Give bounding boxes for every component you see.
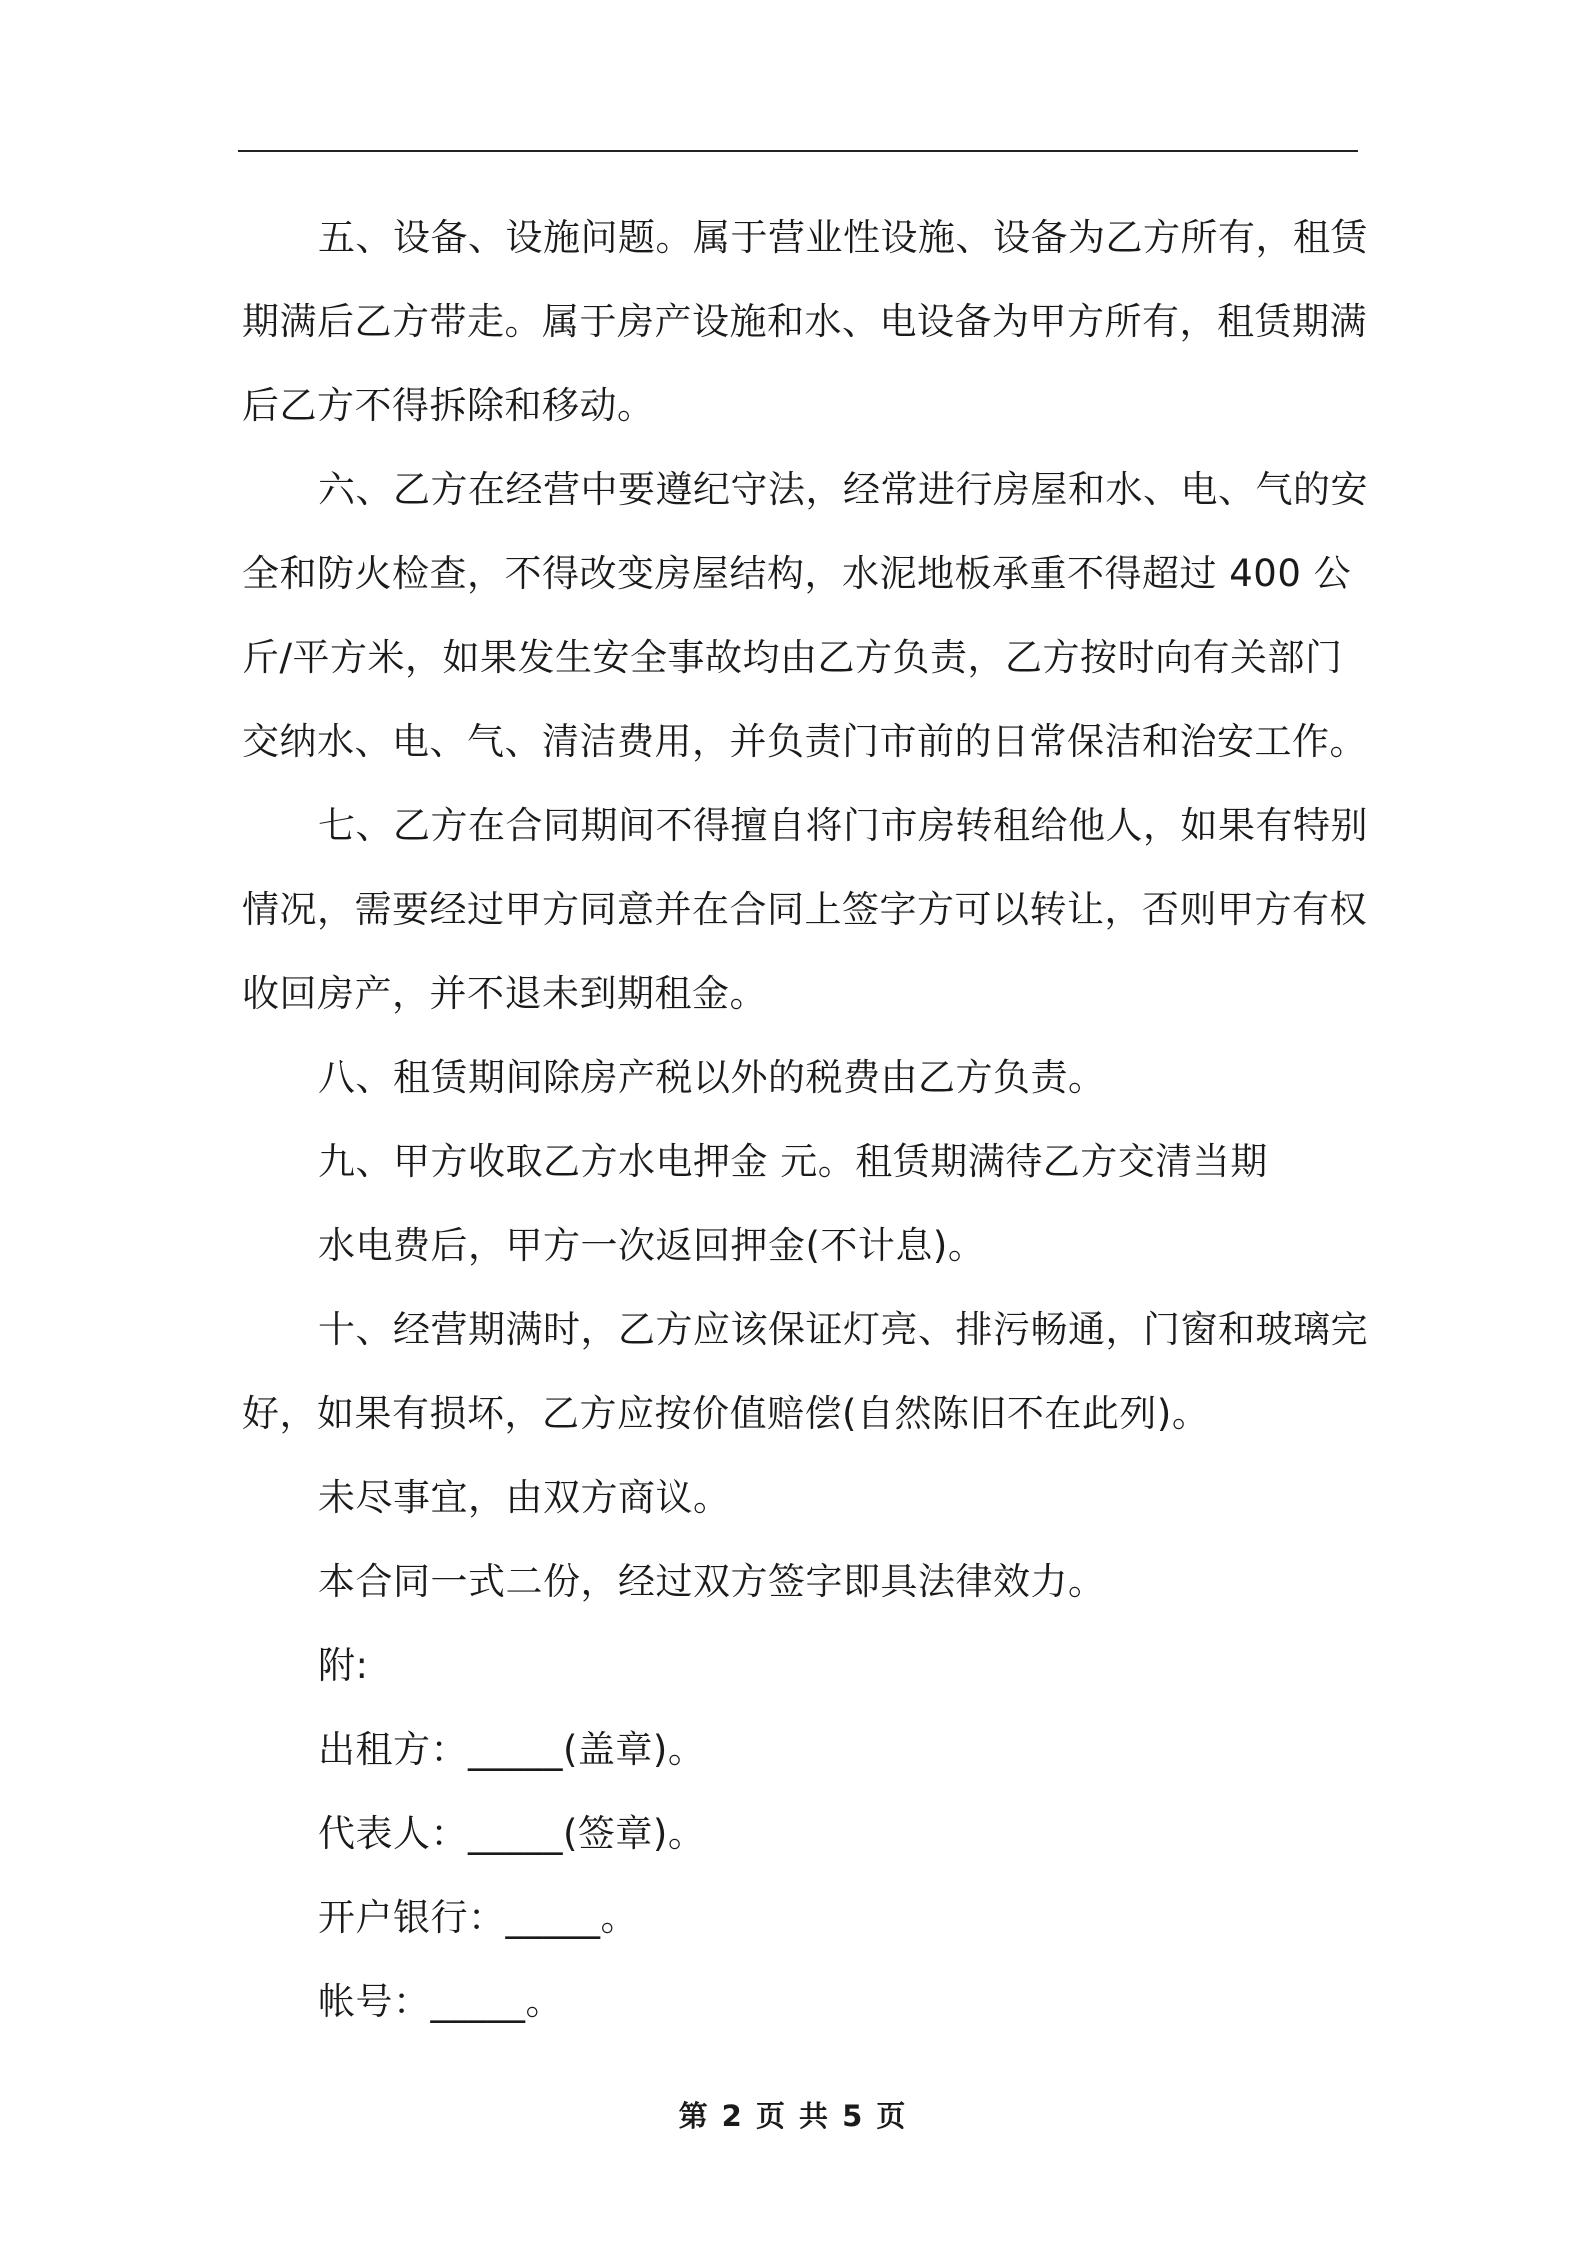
- clause-5-line-2: 期满后乙方带走。属于房产设施和水、电设备为甲方所有，租赁期满: [242, 300, 1367, 343]
- clause-6-line-3: 斤/平方米，如果发生安全事故均由乙方负责，乙方按时向有关部门: [242, 636, 1343, 679]
- contract-body: [242, 196, 1368, 2044]
- clause-6-line-4: 交纳水、电、气、清洁费用，并负责门市前的日常保洁和治安工作。: [242, 720, 1367, 763]
- clause-8-line-1: 八、租赁期间除房产税以外的税费由乙方负责。: [318, 1056, 1106, 1099]
- clause-9-line-1: 九、甲方收取乙方水电押金 元。租赁期满待乙方交清当期: [318, 1140, 1268, 1183]
- appendix-label: 附:: [318, 1644, 369, 1687]
- bank-field: 开户银行：_____。: [318, 1896, 638, 1939]
- clause-10-line-1: 十、经营期满时，乙方应该保证灯亮、排污畅通，门窗和玻璃完: [318, 1308, 1368, 1351]
- clause-5-line-1: 五、设备、设施问题。属于营业性设施、设备为乙方所有，租赁: [318, 216, 1368, 259]
- clause-7-line-2: 情况，需要经过甲方同意并在合同上签字方可以转让，否则甲方有权: [242, 888, 1367, 931]
- clause-7-line-1: 七、乙方在合同期间不得擅自将门市房转租给他人，如果有特别: [318, 804, 1368, 847]
- clause-5-line-3: 后乙方不得拆除和移动。: [242, 384, 655, 427]
- lessor-signature-field: 出租方：_____(盖章)。: [318, 1728, 706, 1771]
- page-number-footer: 第 2 页 共 5 页: [678, 2099, 908, 2133]
- account-number-field: 帐号：_____。: [318, 1980, 563, 2023]
- clause-10-line-2: 好，如果有损坏，乙方应按价值赔偿(自然陈旧不在此列)。: [242, 1392, 1210, 1435]
- clause-9-line-2: 水电费后，甲方一次返回押金(不计息)。: [318, 1224, 986, 1267]
- clause-7-line-3: 收回房产，并不退未到期租金。: [242, 972, 767, 1015]
- clause-6-line-2: 全和防火检查，不得改变房屋结构，水泥地板承重不得超过 400 公: [242, 552, 1352, 595]
- clause-6-line-1: 六、乙方在经营中要遵纪守法，经常进行房屋和水、电、气的安: [318, 468, 1368, 511]
- validity-clause: 本合同一式二份，经过双方签字即具法律效力。: [318, 1560, 1106, 1603]
- representative-signature-field: 代表人：_____(签章)。: [318, 1812, 706, 1855]
- header-rule: [238, 150, 1358, 152]
- misc-clause: 未尽事宜，由双方商议。: [318, 1476, 731, 1519]
